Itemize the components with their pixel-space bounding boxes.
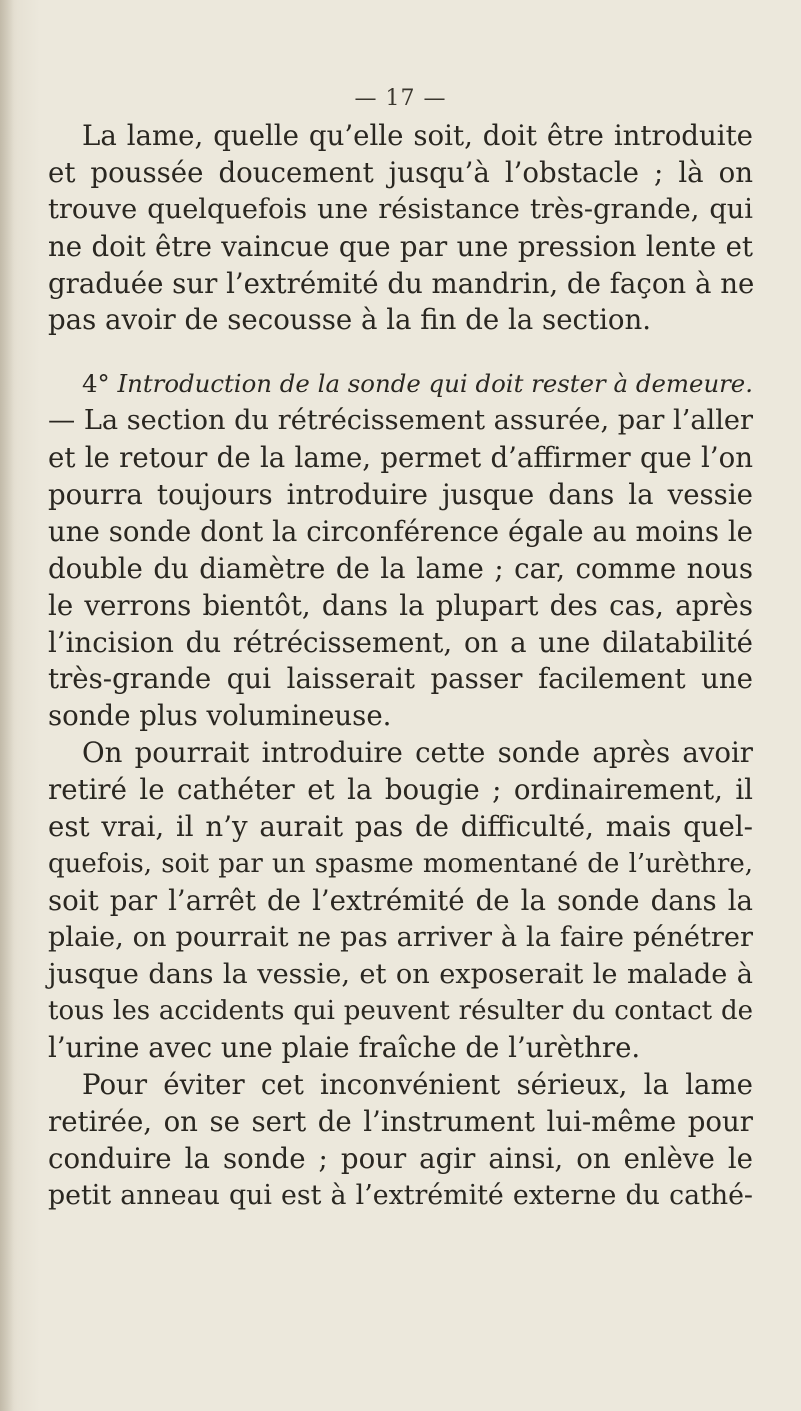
text-line: l’incision du rétrécissement, on a une dilatabilité — [48, 625, 753, 659]
text-line: et poussée doucement jusqu’à l’obstacle ; là on — [48, 155, 753, 189]
text-line: soit par l’arrêt de l’extrémité de la sonde dans la — [48, 883, 753, 917]
text-line: l’urine avec une plaie fraîche de l’urèthre. — [48, 1031, 641, 1065]
text-line: Pour éviter cet inconvénient sérieux, la lame — [82, 1068, 753, 1102]
section-heading — [48, 366, 753, 403]
text-line: petit anneau qui est à l’extrémité externe du cathé- — [48, 1179, 753, 1211]
text-line: graduée sur l’extrémité du mandrin, de façon à ne — [48, 266, 755, 300]
text-line: plaie, on pourrait ne pas arriver à la faire pénétrer — [48, 921, 753, 953]
text-line: jusque dans la vessie, et on exposerait le malade à — [48, 958, 753, 990]
spine-shadow — [0, 0, 14, 1411]
text-line: retiré le cathéter et la bougie ; ordinairement, il — [48, 773, 753, 807]
text-line: double du diamètre de la lame ; car, comme nous — [48, 551, 753, 585]
section-title: Introduction de la sonde qui doit rester à demeure. — [117, 369, 753, 399]
text-line: le verrons bientôt, dans la plupart des cas, après — [48, 588, 753, 622]
text-line: sonde plus volumineuse. — [48, 699, 392, 733]
text-line: ne doit être vaincue que par une pression lente et — [48, 229, 753, 263]
text-line: conduire la sonde ; pour agir ainsi, on enlève le — [48, 1142, 753, 1176]
text-line: et le retour de la lame, permet d’affirmer que l’on — [48, 441, 753, 475]
text-line: — La section du rétrécissement assurée, par l’aller — [48, 405, 754, 437]
text-line: très-grande qui laisserait passer facilement une — [48, 662, 753, 696]
page-number: — 17 — — [354, 86, 447, 111]
text-line: trouve quelquefois une résistance très-grande, qui — [48, 193, 753, 225]
text-line: pas avoir de secousse à la fin de la section. — [48, 303, 652, 337]
text-line: pourra toujours introduire jusque dans la vessie — [48, 478, 753, 512]
text-line: La lame, quelle qu’elle soit, doit être introduite — [82, 119, 753, 152]
text-line: une sonde dont la circonférence égale au moins le — [48, 514, 753, 548]
section-number: 4° — [82, 369, 110, 399]
paragraph-gap — [48, 339, 753, 366]
text-body — [48, 118, 753, 1215]
text-line: retirée, on se sert de l’instrument lui-même pour — [48, 1105, 753, 1139]
text-line: quefois, soit par un spasme momentané de l’urèthre, — [48, 848, 753, 879]
text-line: On pourrait introduire cette sonde après avoir — [82, 736, 753, 770]
text-line: tous les accidents qui peuvent résulter du contact de — [48, 996, 753, 1027]
text-line: est vrai, il n’y aurait pas de difficulté, mais quel- — [48, 810, 753, 844]
